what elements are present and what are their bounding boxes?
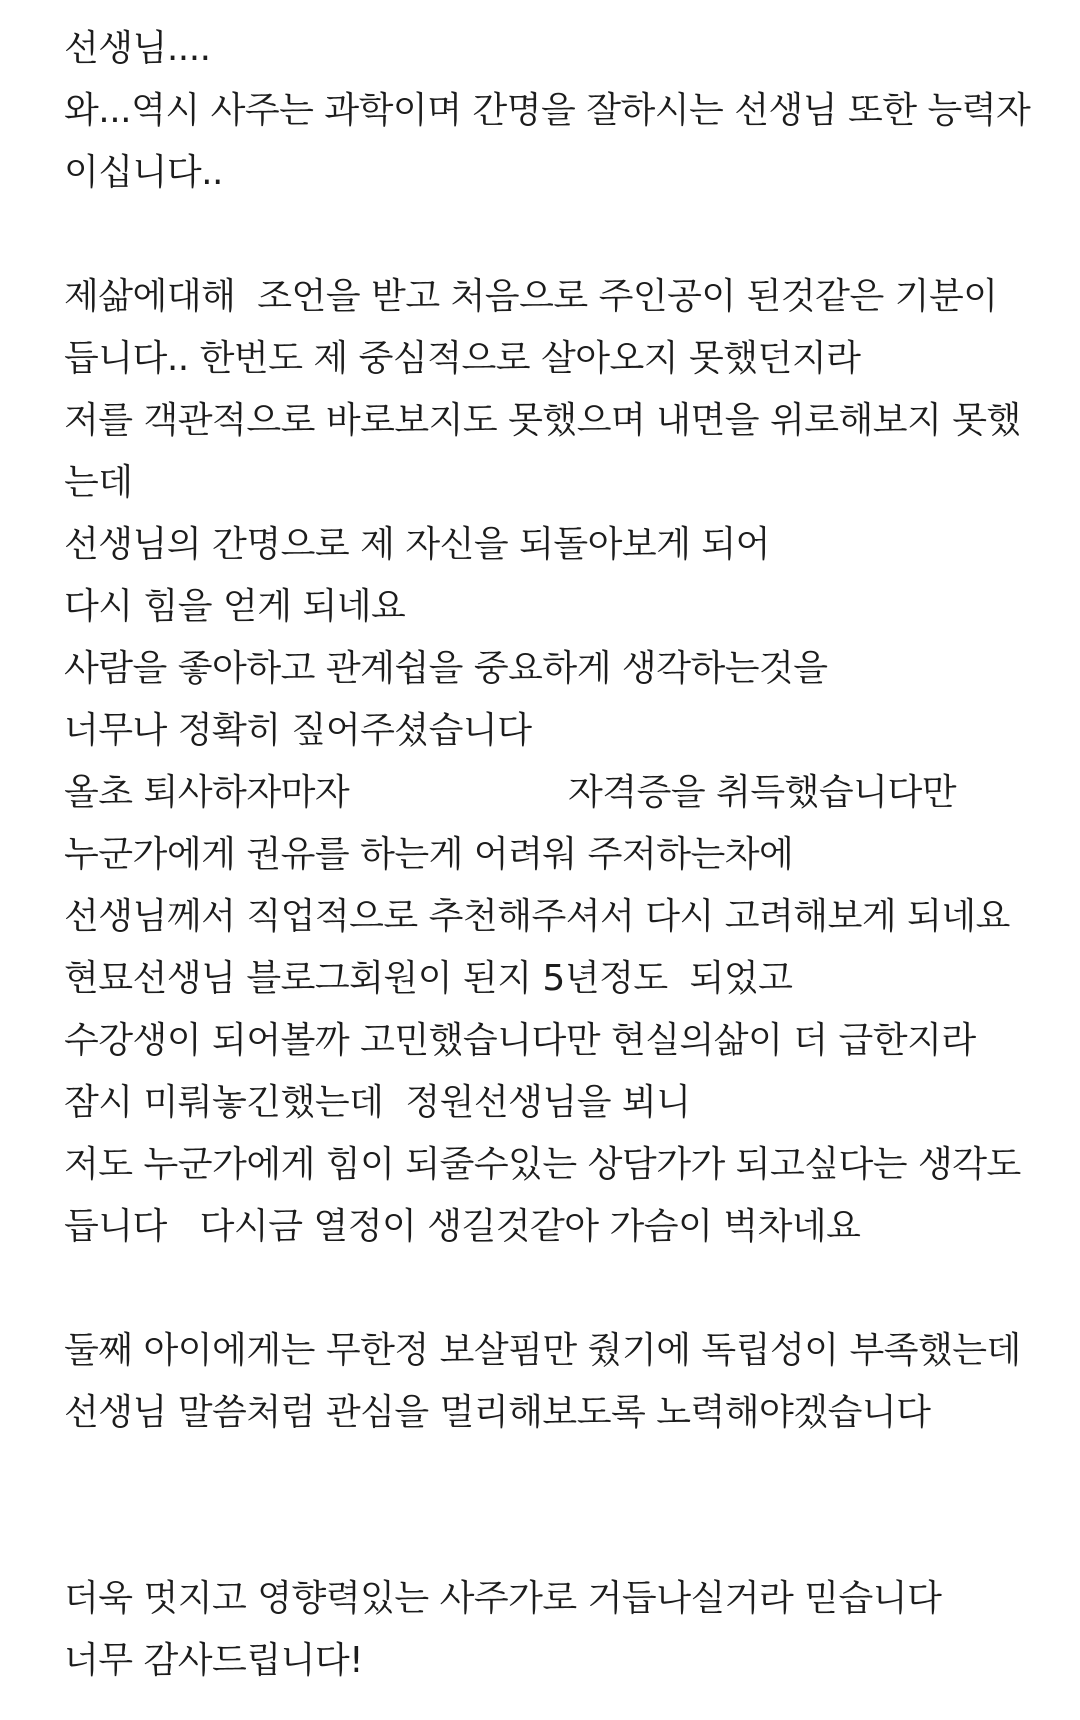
text-line: 올초 퇴사하자마자 자격증을 취득했습니다만 (64, 772, 956, 813)
text-line: 현묘선생님 블로그회원이 된지 5년정도 되었고 (64, 958, 793, 999)
text-line: 듭니다 다시금 열정이 생길것같아 가슴이 벅차네요 (64, 1206, 861, 1247)
text-line: 수강생이 되어볼까 고민했습니다만 현실의삶이 더 급한지라 (64, 1020, 976, 1061)
blank-line (64, 1444, 1064, 1568)
text-line: 너무 감사드립니다! (64, 1640, 364, 1681)
message-body (64, 18, 1064, 1692)
text-line: 이십니다.. (64, 152, 223, 193)
text-line: 누군가에게 권유를 하는게 어려워 주저하는차에 (64, 834, 794, 875)
text-line: 선생님께서 직업적으로 추천해주셔서 다시 고려해보게 되네요 (64, 896, 1010, 937)
text-line: 둘째 아이에게는 무한정 보살핌만 줬기에 독립성이 부족했는데 (64, 1330, 1021, 1371)
text-line: 는데 (64, 462, 133, 503)
text-line: 저를 객관적으로 바로보지도 못했으며 내면을 위로해보지 못했 (64, 400, 1021, 441)
text-line: 선생님 말씀처럼 관심을 멀리해보도록 노력해야겠습니다 (64, 1392, 931, 1433)
text-line: 사람을 좋아하고 관계쉽을 중요하게 생각하는것을 (64, 648, 828, 689)
text-line: 와...역시 사주는 과학이며 간명을 잘하시는 선생님 또한 능력자 (64, 90, 1031, 131)
text-line: 너무나 정확히 짚어주셨습니다 (64, 710, 532, 751)
text-line: 제삶에대해 조언을 받고 처음으로 주인공이 된것같은 기분이 (64, 276, 998, 317)
text-line: 다시 힘을 얻게 되네요 (64, 586, 406, 627)
blank-line (64, 1258, 1064, 1320)
text-line: 잠시 미뤄놓긴했는데 정원선생님을 뵈니 (64, 1082, 691, 1123)
text-line: 듭니다.. 한번도 제 중심적으로 살아오지 못했던지라 (64, 338, 861, 379)
text-line: 선생님의 간명으로 제 자신을 되돌아보게 되어 (64, 524, 770, 565)
text-line: 선생님.... (64, 28, 211, 69)
text-line: 저도 누군가에게 힘이 되줄수있는 상담가가 되고싶다는 생각도 (64, 1144, 1021, 1185)
blank-line (64, 204, 1064, 266)
text-line: 더욱 멋지고 영향력있는 사주가로 거듭나실거라 믿습니다 (64, 1578, 942, 1619)
